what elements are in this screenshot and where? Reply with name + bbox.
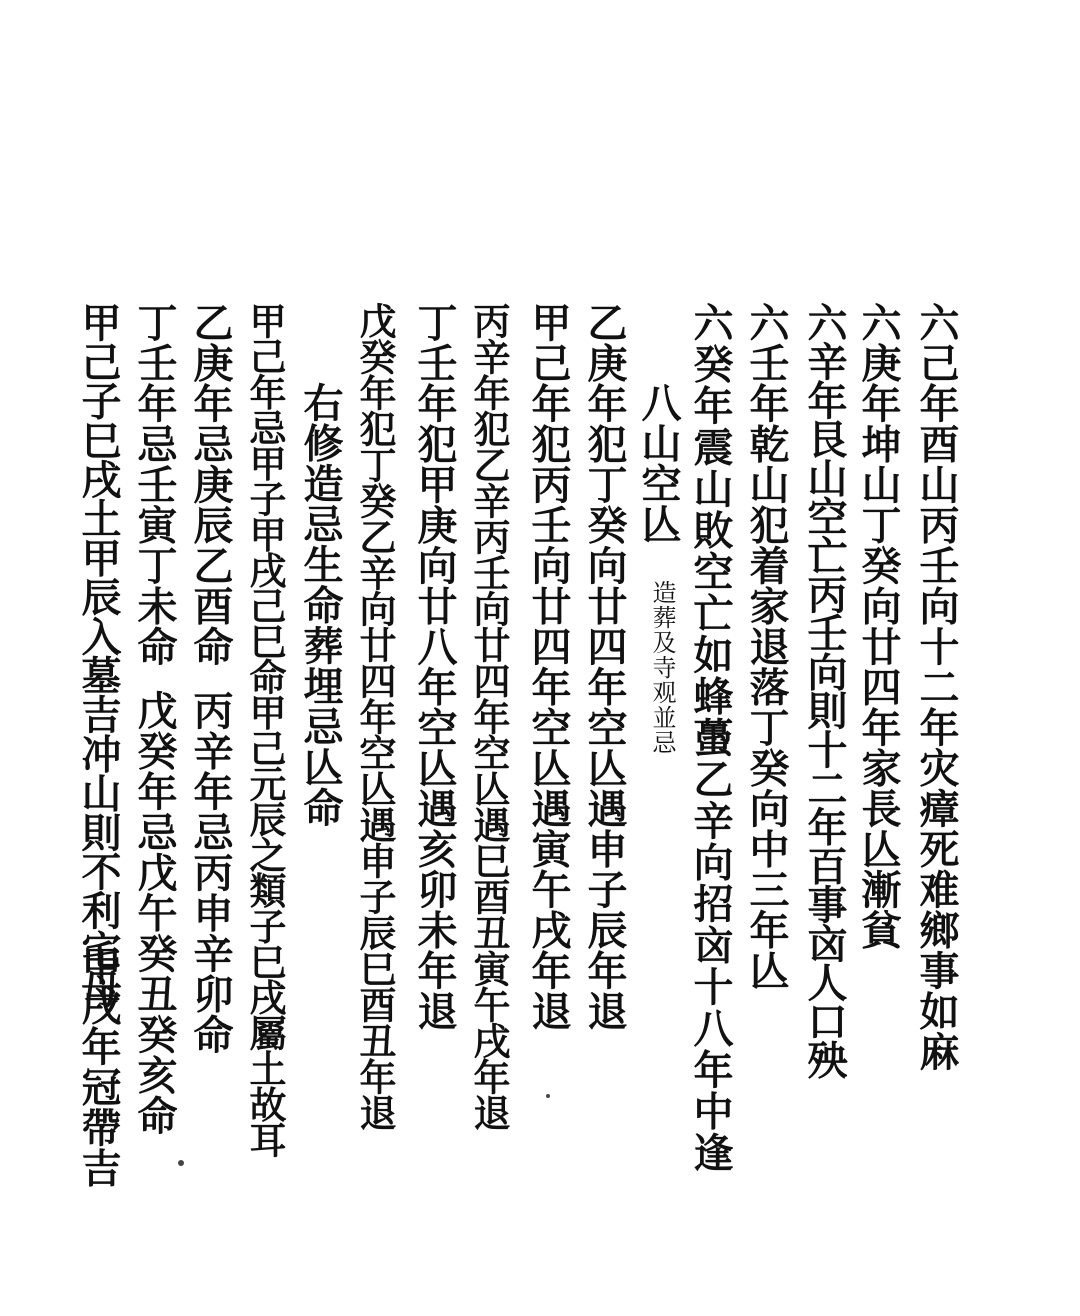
text-column-11: 右修造忌生命葬埋忌亾命: [297, 382, 344, 828]
text-column-12: 甲己年忌甲子甲戌己巳命甲己元辰之類子巳戌屬土故耳: [243, 302, 287, 1157]
text-column-5: 六癸年震山敗空亡如蜂蠆乙辛向招㐫十八年中逢: [687, 302, 734, 1174]
section-note: 造葬及寺观並忌: [648, 580, 676, 755]
text-column-13a: 乙庚年忌庚辰乙酉命: [187, 302, 234, 667]
ink-speck: [178, 1160, 184, 1166]
text-column-14b: 戊癸年忌戊午癸丑癸亥命: [131, 690, 178, 1136]
text-column-14a: 丁壬年忌壬寅丁未命: [131, 302, 178, 667]
text-column-3: 六辛年艮山空亡丙壬向則十二年百事㐫人口殃: [801, 302, 848, 1079]
text-column-6: 乙庚年犯丁癸向廿四年空亾遇申子辰年退: [581, 302, 628, 1031]
text-column-9: 丁壬年犯甲庚向廿八年空亾遇亥卯未年退: [411, 302, 458, 1031]
text-column-4: 六壬年乾山犯着家退落丁癸向中三年亾: [743, 302, 790, 991]
text-column-15: 甲己子巳戌土甲辰入墓吉冲山則不利宅母: [75, 302, 122, 1008]
text-column-1: 六己年酉山丙壬向十二年灾瘴死难鄉事如麻: [913, 302, 960, 1072]
text-column-10: 戊癸年犯丁癸乙辛向廿四年空亾遇申子辰巳酉丑年退: [353, 302, 397, 1130]
ink-speck: [546, 1094, 550, 1098]
text-column-7: 甲己年犯丙壬向廿四年空亾遇寅午戌年退: [525, 302, 572, 1031]
text-column-16: 甲戌年冠帶吉: [75, 945, 122, 1188]
text-column-13b: 丙辛年忌丙申辛卯命: [187, 690, 234, 1055]
text-column-2: 六庚年坤山丁癸向廿四年家長亾漸貧: [855, 302, 902, 950]
section-heading: 八山空亾: [635, 382, 682, 544]
text-column-8: 丙辛年犯乙辛丙壬向廿四年空亾遇巳酉丑寅午戌年退: [467, 302, 511, 1130]
